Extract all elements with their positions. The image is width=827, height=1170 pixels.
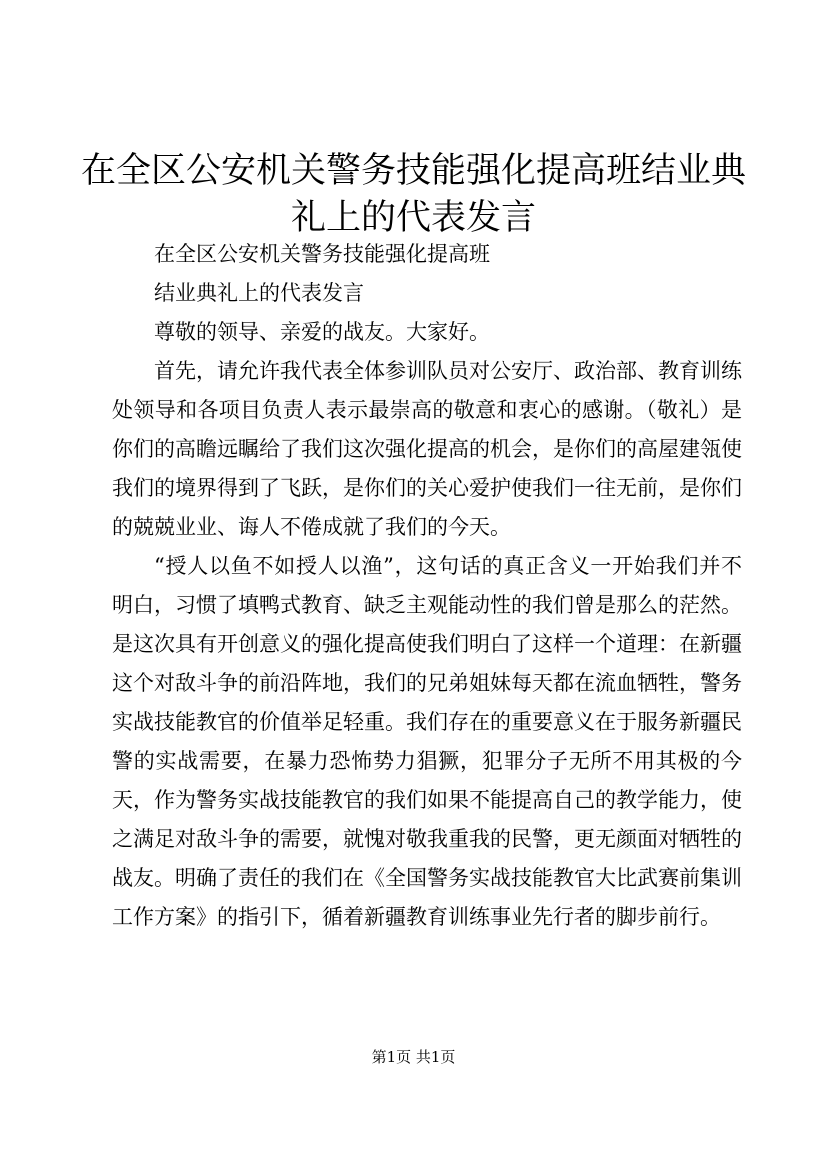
- paragraph-thanks: 首先，请允许我代表全体参训队员对公安厅、政治部、教育训练处领导和各项目负责人表示最崇高的敬意和衷心的感谢。（敬礼）是你们的高瞻远瞩给了我们这次强化提高的机会，是你们的高屋建瓴使我们的境界得到了飞跃，是你们的关心爱护使我们一往无前，是你们的兢兢业业、诲人不倦成就了我们的今天。: [112, 359, 742, 539]
- paragraph-greeting: 尊敬的领导、亲爱的战友。大家好。: [154, 320, 490, 344]
- paragraph-heading-line-1: 在全区公安机关警务技能强化提高班: [154, 242, 490, 266]
- document-title: 在全区公安机关警务技能强化提高班结业典礼上的代表发言: [80, 151, 746, 238]
- paragraph-proverb: “授人以鱼不如授人以渔”，这句话的真正含义一开始我们并不明白，习惯了填鸭式教育、缺乏主观能动性的我们曾是那么的茫然。是这次具有开创意义的强化提高使我们明白了这样一个道理：在新疆这个对敌斗争的前沿阵地，我们的兄弟姐妹每天都在流血牺牲，警务实战技能教官的价值举足轻重。我们存在的重要意义在于服务新疆民警的实战需要，在暴力恐怖势力猖獗，犯罪分子无所不用其极的今天，作为警务实战技能教官的我们如果不能提高自己的教学能力，使之满足对敌斗争的需要，就愧对敬我重我的民警，更无颜面对牺牲的战友。明确了责任的我们在《全国警务实战技能教官大比武赛前集训工作方案》的指引下，循着新疆教育训练事业先行者的脚步前行。: [112, 554, 742, 929]
- paragraph-heading-line-2: 结业典礼上的代表发言: [154, 281, 364, 305]
- document-body: [112, 235, 742, 937]
- page-number-footer: 第1页 共1页: [371, 1048, 456, 1066]
